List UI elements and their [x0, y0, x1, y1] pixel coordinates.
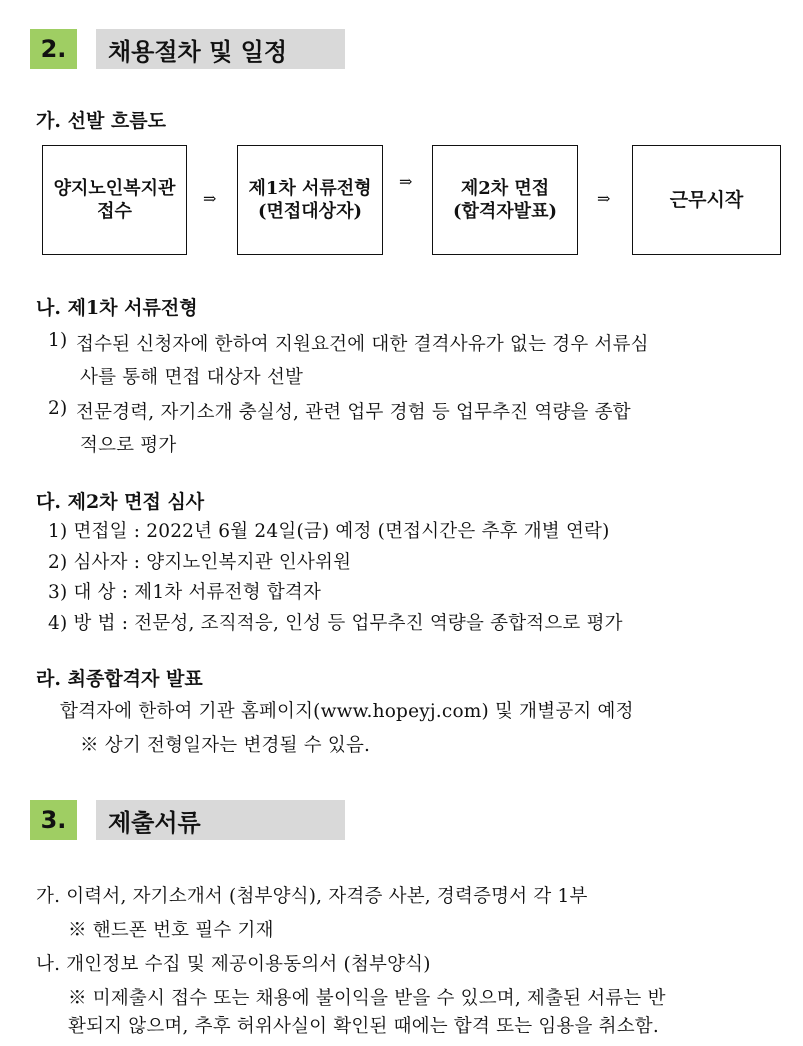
flow-box-start-work	[632, 145, 781, 255]
arrow-icon: ⇒	[597, 189, 611, 208]
interview-heading: 다. 제2차 면접 심사	[36, 491, 205, 513]
flow-box-interview	[432, 145, 578, 255]
announcement-heading: 라. 최종합격자 발표	[36, 668, 203, 690]
flow-box-line: 제1차 서류전형	[248, 178, 372, 199]
flow-box-line: (면접대상자)	[258, 201, 362, 222]
flow-box-receipt	[42, 145, 187, 255]
section-number: 2.	[30, 29, 77, 69]
section-title: 제출서류	[96, 800, 345, 840]
list-item: 4) 방 법 : 전문성, 조직적응, 인성 등 업무추진 역량을 종합적으로 평가	[48, 613, 623, 634]
document-item: 가. 이력서, 자기소개서 (첨부양식), 자격증 사본, 경력증명서 각 1부	[36, 886, 588, 907]
document-item: 나. 개인정보 수집 및 제공이용동의서 (첨부양식)	[36, 954, 431, 975]
announcement-note: ※ 상기 전형일자는 변경될 수 있음.	[80, 735, 371, 756]
list-item-text: 접수된 신청자에 한하여 지원요건에 대한 결격사유가 없는 경우 서류심	[76, 334, 649, 355]
screening-heading: 나. 제1차 서류전형	[36, 297, 198, 319]
flow-heading: 가. 선발 흐름도	[36, 110, 166, 132]
flow-box-line: 근무시작	[669, 188, 744, 211]
announcement-text: 합격자에 한하여 기관 홈페이지(www.hopeyj.com) 및 개별공지 예정	[60, 701, 634, 722]
list-item: 3) 대 상 : 제1차 서류전형 합격자	[48, 582, 322, 603]
document-note: 환되지 않으며, 추후 허위사실이 확인된 때에는 합격 또는 임용을 취소함.	[68, 1016, 659, 1037]
flow-box-line: 양지노인복지관	[53, 178, 176, 199]
list-item: 2) 심사자 : 양지노인복지관 인사위원	[48, 552, 352, 573]
section-number: 3.	[30, 800, 77, 840]
flow-box-line: (합격자발표)	[453, 201, 557, 222]
list-item-text: 사를 통해 면접 대상자 선발	[80, 367, 304, 388]
list-item-text: 적으로 평가	[80, 435, 177, 456]
document-note: ※ 미제출시 접수 또는 채용에 불이익을 받을 수 있으며, 제출된 서류는 반	[68, 988, 666, 1009]
list-item-number: 1)	[48, 330, 68, 351]
flow-box-line: 제2차 면접	[460, 178, 550, 199]
arrow-icon: ⇒	[399, 172, 413, 191]
list-item: 1) 면접일 : 2022년 6월 24일(금) 예정 (면접시간은 추후 개별 연락)	[48, 521, 610, 542]
document-note: ※ 핸드폰 번호 필수 기재	[68, 920, 274, 941]
flow-box-document-screening	[237, 145, 383, 255]
section-title: 채용절차 및 일정	[96, 29, 345, 69]
list-item-number: 2)	[48, 398, 68, 419]
flow-box-line: 접수	[97, 201, 132, 222]
arrow-icon: ⇒	[203, 189, 217, 208]
list-item-text: 전문경력, 자기소개 충실성, 관련 업무 경험 등 업무추진 역량을 종합	[76, 402, 631, 423]
